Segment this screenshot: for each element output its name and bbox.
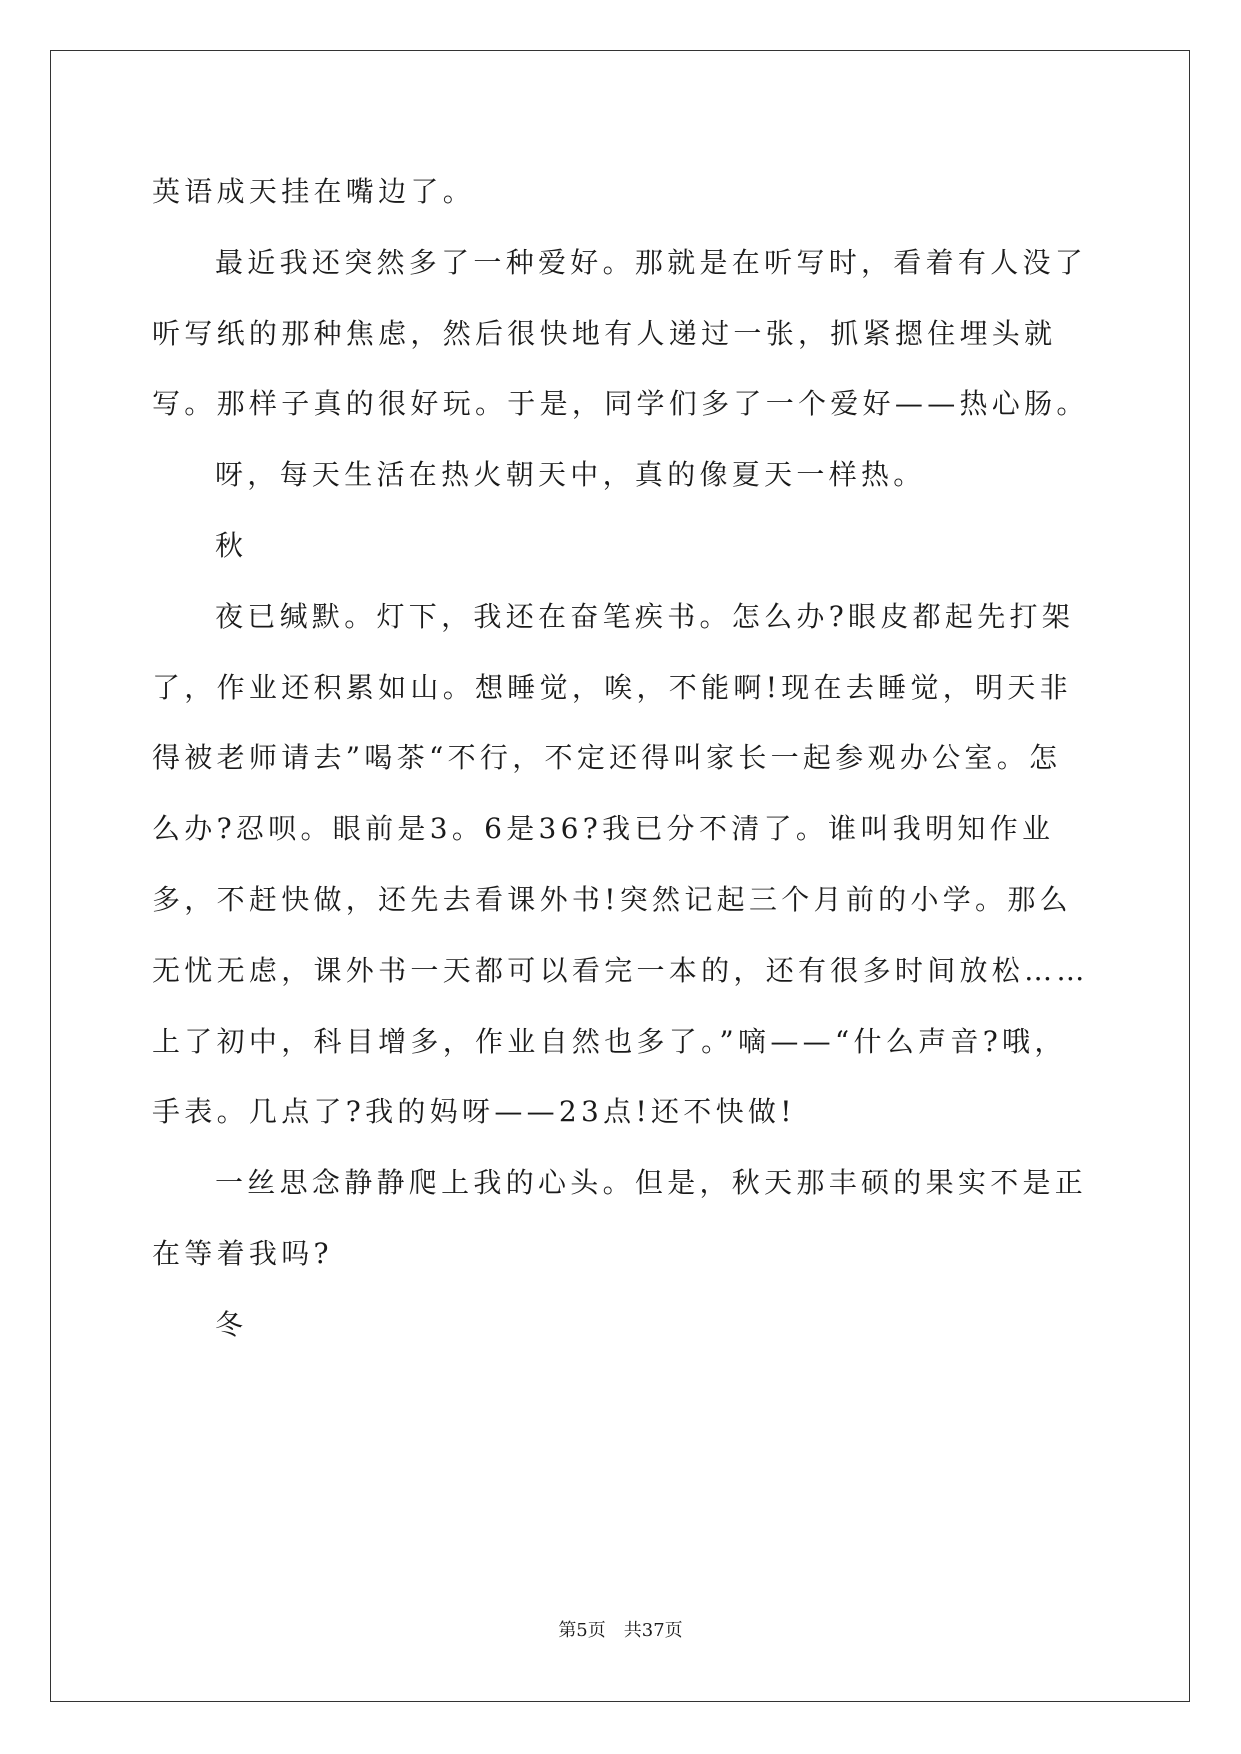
paragraph: 最近我还突然多了一种爱好。那就是在听写时，看着有人没了听写纸的那种焦虑，然后很快地有人递过一张，抓紧摁住埋头就写。那样子真的很好玩。于是，同学们多了一个爱好——热心肠。 (152, 245, 1089, 421)
document-body (152, 157, 1092, 1361)
page-footer (0, 1616, 1241, 1642)
page-total: 共37页 (623, 1620, 683, 1641)
paragraph: 夜已缄默。灯下，我还在奋笔疾书。怎么办?眼皮都起先打架了，作业还积累如山。想睡觉，唉，不能啊!现在去睡觉，明天非得被老师请去”喝茶“不行，不定还得叫家长一起参观办公室。怎么办?忍呗。眼前是3。6是36?我已分不清了。谁叫我明知作业多，不赶快做，还先去看课外书!突然记起三个月前的小学。那么无忧无虑，课外书一天都可以看完一本的，还有很多时间放松……上了初中，科目增多，作业自然也多了。”嘀——“什么声音?哦，手表。几点了?我的妈呀——23点!还不快做! (152, 599, 1089, 1129)
paragraph: 呀，每天生活在热火朝天中，真的像夏天一样热。 (215, 458, 926, 492)
section-heading-autumn: 秋 (215, 528, 248, 562)
paragraph: 英语成天挂在嘴边了。 (152, 175, 476, 208)
paragraph: 一丝思念静静爬上我的心头。但是，秋天那丰硕的果实不是正在等着我吗? (152, 1166, 1088, 1270)
section-heading-winter: 冬 (215, 1307, 248, 1341)
page-number: 第5页 (558, 1620, 606, 1641)
